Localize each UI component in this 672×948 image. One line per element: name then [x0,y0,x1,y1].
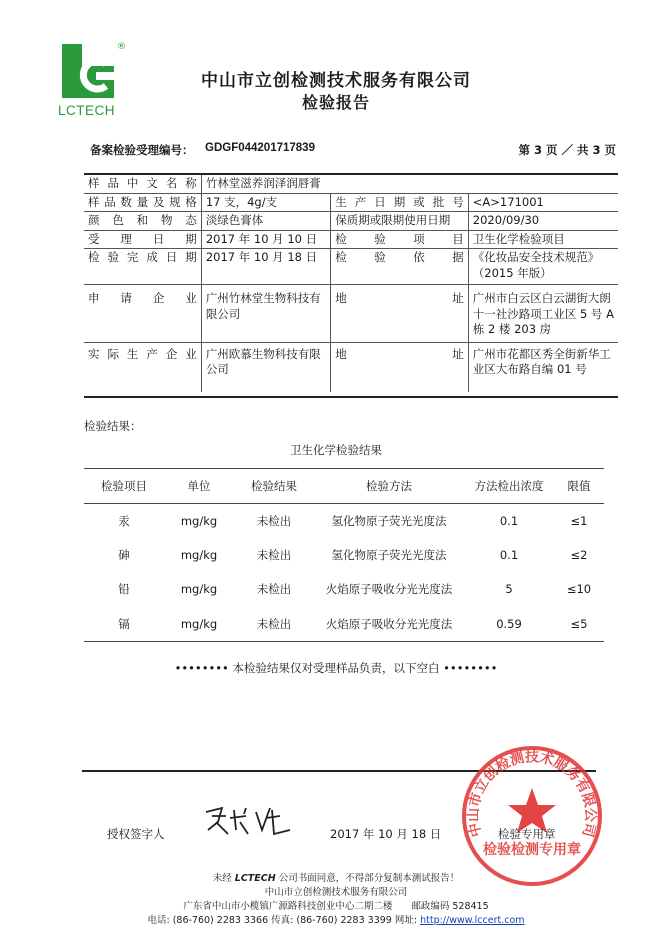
table-cell: ≤10 [566,582,592,597]
website-link[interactable]: http://www.lccert.com [420,915,525,926]
sample-info-table [84,175,618,392]
table-cell: 0.1 [499,513,519,528]
col-header: 检验方法 [314,469,464,504]
qty-label: 样品数量及规格 [84,193,201,212]
footer-notice [0,870,672,884]
recv-label: 受理日期 [84,230,201,249]
qty-value: 17 支，4g/支 [201,193,330,212]
table-cell: mg/kg [180,582,218,597]
table-cell: 未检出 [256,547,292,562]
registered-mark: ® [117,42,126,52]
footer-phone-fax: 电话: (86-760) 2283 3366 传真: (86-760) 2283 3399 网址: [147,915,421,926]
end-of-results-note: •••••••• 本检验结果仅对受理样品负责，以下空白 •••••••• [174,661,498,675]
table-cell: 火焰原子吸收分光光度法 [325,582,453,597]
table-row [84,342,618,392]
col-header: 单位 [164,469,234,504]
serial-label: 备案检验受理编号： [90,143,194,157]
col-header: 检验项目 [84,469,164,504]
footer-contact [0,912,672,926]
footer-notice-text: 公司书面同意，不得部分复制本测试报告！ [275,873,460,884]
table-cell: 5 [505,582,513,597]
batch-label: 生产日期或批号 [331,193,469,212]
footer-notice-text: 未经 [212,873,235,884]
done-value: 2017 年 10 月 18 日 [201,249,330,285]
table-cell: ≤2 [570,547,588,562]
item-value: 卫生化学检验项目 [468,230,618,249]
table-row [84,572,604,607]
table-row [84,538,604,573]
col-header: 限值 [554,469,604,504]
batch-value: <A>171001 [468,193,618,212]
applicant-value: 广州竹林堂生物科技有限公司 [201,285,330,343]
table-header-row [84,469,604,504]
results-heading: 检验结果： [84,419,142,433]
col-header: 方法检出浓度 [464,469,554,504]
table-cell: 火焰原子吸收分光光度法 [314,607,464,642]
table-row [84,607,604,642]
shelf-value: 2020/09/30 [468,212,618,231]
color-label: 颜色和物态 [84,212,201,231]
info-bottom-rule [84,396,618,398]
table-cell: mg/kg [164,607,234,642]
table-cell: mg/kg [180,513,218,528]
table-row [84,285,618,343]
footer-address: 广东省中山市小榄镇广源路科技创业中心二期二楼 邮政编码 528415 [183,901,489,912]
applicant-label: 申请企业 [84,285,201,343]
table-row [84,230,618,249]
results-table-title: 卫生化学检验结果 [290,443,382,457]
table-row [84,175,618,193]
table-row [84,212,618,231]
col-header: 检验结果 [234,469,314,504]
seal-outer-text: 中山市立创检测技术服务有限公司 [465,749,599,839]
table-cell: mg/kg [180,547,218,562]
footer-company: 中山市立创检测技术服务有限公司 [264,887,408,898]
company-name: 中山市立创检测技术服务有限公司 [201,71,471,91]
handwritten-signature-icon [200,800,296,840]
product-name-value: 竹林堂滋养润泽润唇膏 [201,175,618,193]
table-cell: ≤1 [570,513,588,528]
official-seal-icon [458,742,606,890]
results-table [84,468,604,642]
item-label: 检验项目 [331,230,469,249]
recv-value: 2017 年 10 月 10 日 [201,230,330,249]
table-row [84,503,604,538]
seal-inner-text: 检验检测专用章 [483,842,581,858]
report-title: 检验报告 [301,93,370,112]
table-cell: ≤5 [554,607,604,642]
table-cell: 未检出 [256,582,292,597]
page-indicator: 第 3 页 ／ 共 3 页 [518,143,616,157]
table-cell: 0.1 [499,547,519,562]
shelf-label: 保质期或限期使用日期 [331,212,469,231]
table-cell: 镉 [84,607,164,642]
basis-value: 《化妆品安全技术规范》（2015 年版） [468,249,618,285]
table-cell: 铅 [118,582,130,597]
signer-label: 授权签字人 [107,827,165,841]
color-value: 淡绿色膏体 [201,212,330,231]
table-cell: 砷 [118,547,130,562]
table-cell: 汞 [118,513,130,528]
table-cell: 氢化物原子荧光光度法 [331,513,447,528]
sign-date: 2017 年 10 月 18 日 [330,827,442,841]
basis-label: 检验依据 [331,249,469,285]
product-name-label: 样品中文名称 [84,175,201,193]
done-label: 检验完成日期 [84,249,201,285]
footer-brand: LCTECH [234,873,276,884]
maker-addr-label: 地址 [331,342,469,392]
table-cell: 未检出 [256,513,292,528]
maker-label: 实际生产企业 [84,342,201,392]
applicant-addr-label: 地址 [331,285,469,343]
maker-value: 广州欧慕生物科技有限公司 [201,342,330,392]
serial-value: GDGF044201717839 [205,142,315,154]
table-row [84,193,618,212]
stamp-label: 检验专用章 [498,827,556,841]
table-cell: 氢化物原子荧光光度法 [331,547,447,562]
logo-text: LCTECH [58,103,116,118]
applicant-addr-value: 广州市白云区白云湖街大朗十一社沙路项工业区 5 号 A 栋 2 楼 203 房 [468,285,618,343]
table-row [84,249,618,285]
table-cell: 0.59 [464,607,554,642]
maker-addr-value: 广州市花都区秀全街新华工业区大布路自编 01 号 [468,342,618,392]
table-cell: 未检出 [234,607,314,642]
